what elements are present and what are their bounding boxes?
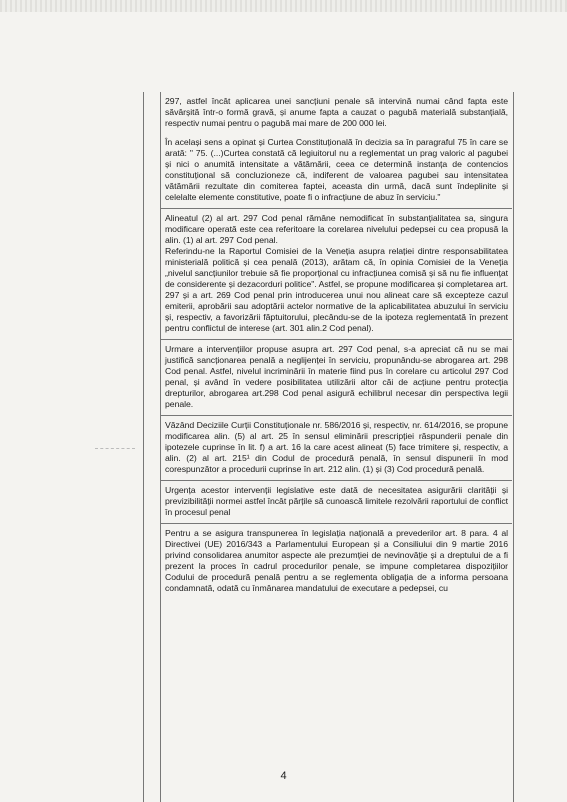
paragraph: Referindu-ne la Raportul Comisiei de la Veneția asupra relației dintre responsabilitatea ministerială politică și cea penală (2013), arătam că, în opinia Comisiei de la Veneția „nivelul sancțiunilor trebuie să fie proporțional cu infracțiunea comisă și să nu fie influențat de considerente și dezacorduri politice". Astfel, se propune modificarea și completarea art. 297 și a art. 269 Cod penal prin introducerea unui nou alineat care să excepteze cazul emiterii, aprobării sau adoptării actelor normative de la aplicabilitatea abuzului în serviciu și, respectiv, a favorizării făptuitorului, plecându-se de la ipoteza reglementată în prezent pentru conflictul de interese (art. 301 alin.2 Cod penal). <box>165 246 508 333</box>
paragraph: Văzând Deciziile Curții Constituționale nr. 586/2016 și, respectiv, nr. 614/2016, se propune modificarea alin. (5) al art. 25 în sensul eliminării prescripției răspunderii penale din ipotezele cuprinse în lit. f) a art. 16 la care acest alineat (5) face trimitere și, respectiv, a alin. (2) al art. 215¹ din Codul de procedură penală, în sensul dispunerii în mod corespunzător a procedurii cuprinse în art. 212 alin. (1) și (3) Cod procedură penală. <box>165 420 508 474</box>
margin-mark <box>95 448 135 449</box>
paragraph: Urmare a intervențiilor propuse asupra art. 297 Cod penal, s-a apreciat că nu se mai justifică sancționarea penală a neglijenței în serviciu, propunându-se abrogarea art. 298 Cod penal. Astfel, nivelul incriminării în materie fiind pus în corelare cu articolul 297 Cod penal, și având în vedere posibilitatea utilizării altor căi de acțiune pentru protecția drepturilor, abrogarea art.298 Cod penal asigură echilibrul necesar din perspectiva legii penale. <box>165 344 508 409</box>
scan-edge-artifact <box>0 0 567 12</box>
table-row <box>161 92 512 209</box>
table-row <box>161 209 512 340</box>
paragraph-quote: În același sens a opinat și Curtea Constituțională în decizia sa în paragraful 75 în care se arată: " 75. (...)Curtea constată că legiuitorul nu a reglementat un prag valoric al pagubei și nici o anumită intensitate a vătămării, ceea ce determină instanța de contencios constituțional să concluzioneze că, indiferent de valoarea pagubei sau intensitatea vătămării rezultate din comiterea faptei, aceasta din urmă, dacă sunt îndeplinite și celelalte elemente constitutive, poate fi o infracțiune de abuz în serviciu." <box>165 137 508 202</box>
paragraph: Alineatul (2) al art. 297 Cod penal rămâne nemodificat în substanțialitatea sa, singura modificare operată este cea referitoare la corelarea nivelului pedepsei cu cea propusă la alin. (1) al art. 297 Cod penal. <box>165 213 508 245</box>
table-content-column <box>161 92 512 599</box>
table-row <box>161 340 512 416</box>
table-row <box>161 416 512 481</box>
paragraph: Urgența acestor intervenții legislative este dată de necesitatea asigurării clarității și previzibilității normei astfel încât părțile să cunoască limitele rezolvării raportului de conflict în procesul penal <box>165 485 508 517</box>
table-row <box>161 524 512 599</box>
table-row <box>161 481 512 524</box>
page-number: 4 <box>280 770 287 782</box>
paragraph: Pentru a se asigura transpunerea în legislația națională a prevederilor art. 8 para. 4 al Directivei (UE) 2016/343 a Parlamentului European și a Consiliului din 9 martie 2016 privind consolidarea anumitor aspecte ale prezumției de nevinovăție și a dreptului de a fi prezent la proces în cadrul procedurilor penale, se impune completarea dispozițiilor Codului de procedură penală pentru a se reglementa obligația de a informa persoana condamnată, odată cu înmânarea mandatului de executare a pedepsei, cu <box>165 528 508 593</box>
paragraph: 297, astfel încât aplicarea unei sancțiuni penale să intervină numai când fapta este săvârșită într-o formă gravă, și anume fapta a cauzat o pagubă materială substanțială, respectiv numai pentru o pagubă mai mare de 200 000 lei. <box>165 96 508 128</box>
